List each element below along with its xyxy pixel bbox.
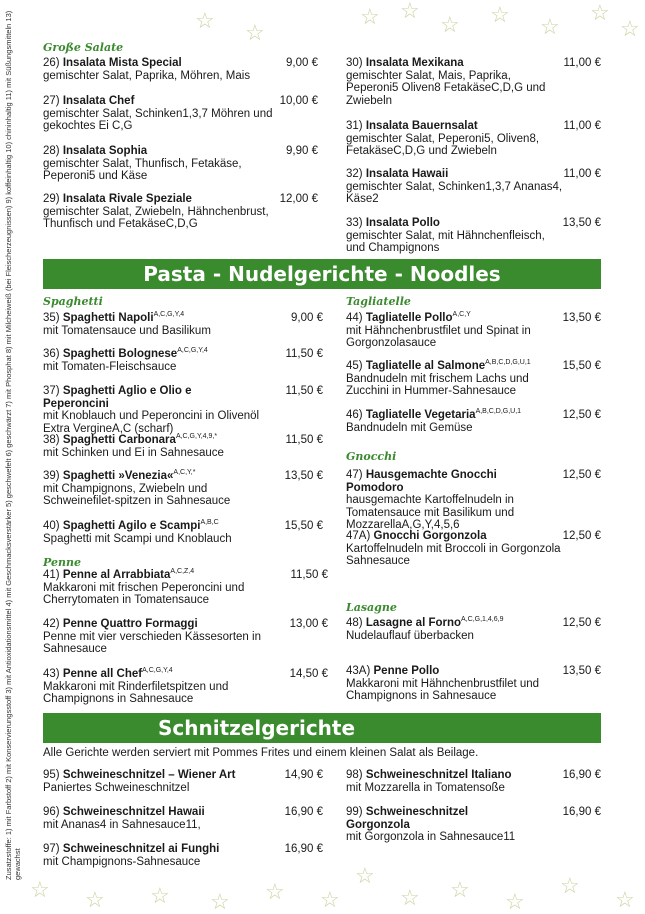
item-name: Spaghetti Bolognese	[62, 348, 178, 360]
menu-item	[43, 470, 323, 508]
item-price: 13,50 €	[562, 217, 601, 229]
schnitzel-banner: Schnitzelgerichte	[43, 713, 601, 743]
item-description: Makkaroni mit frischen Peperoncini und Cherrytomaten in Tomatensauce	[43, 581, 245, 606]
menu-item	[43, 193, 318, 231]
item-price: 16,90 €	[562, 769, 601, 781]
item-description: Makkaroni mit Rinderfiletspitzen und Champignons in Sahnesauce	[43, 680, 229, 705]
item-price: 12,00 €	[279, 193, 318, 205]
pasta-banner: Pasta - Nudelgerichte - Noodles	[43, 259, 601, 289]
item-name: Insalata Mexikana	[365, 57, 464, 69]
item-name: Insalata Rivale Speziale	[62, 193, 192, 205]
allergen-codes: A,C,G,Y,4	[142, 667, 173, 675]
item-price: 9,00 €	[286, 57, 318, 69]
item-description: Bandnudeln mit frischem Lachs und Zucchini in Hummer-Sahnesauce	[346, 372, 529, 397]
item-name: Schweineschnitzel Hawaii	[62, 806, 205, 818]
item-name: Insalata Chef	[62, 95, 135, 107]
item-number: 26)	[43, 57, 63, 69]
item-number: 95)	[43, 769, 63, 781]
menu-item	[346, 409, 601, 434]
item-description: mit Ananas4 in Sahnesauce11,	[43, 818, 201, 831]
menu-item	[346, 769, 601, 794]
item-price: 14,50 €	[289, 668, 328, 680]
menu-item	[346, 530, 601, 568]
item-description: gemischter Salat, Zwiebeln, Hähnchenbrust, Thunfisch und FetakäseC,D,G	[43, 205, 269, 230]
allergen-codes: A,C,G,Y,4	[177, 347, 208, 355]
item-number: 38)	[43, 434, 63, 446]
item-number: 45)	[346, 360, 366, 372]
item-description: mit Mozzarella in Tomatensoße	[346, 781, 505, 794]
menu-item	[346, 312, 601, 350]
menu-item	[346, 665, 601, 703]
item-description: mit Hähnchenbrustfilet und Spinat in Gorgonzolasauce	[346, 324, 531, 349]
item-description: mit Schinken und Ei in Sahnesauce	[43, 446, 224, 459]
item-number: 37)	[43, 385, 63, 397]
item-name: Spaghetti Agilo e Scampi	[62, 520, 201, 532]
item-name: Penne Pollo	[373, 665, 440, 677]
item-description: Paniertes Schweineschnitzel	[43, 781, 190, 794]
item-price: 16,90 €	[562, 806, 601, 818]
allergen-codes: A,C,G,Y,4,9,*	[175, 433, 218, 441]
item-description: mit Champignons, Zwiebeln und Schweinefilet-spitzen in Sahnesauce	[43, 482, 231, 507]
item-price: 13,50 €	[284, 470, 323, 482]
item-description: gemischter Salat, Schinken1,3,7 Möhren und gekochtes Ei C,G	[43, 107, 273, 132]
menu-item	[43, 312, 323, 337]
item-name: Schweineschnitzel Gorgonzola	[346, 806, 469, 831]
menu-item	[43, 843, 323, 868]
item-description: gemischter Salat, mit Hähnchenfleisch, und Champignons	[346, 229, 545, 254]
section-label-gnocchi: Gnocchi	[346, 450, 397, 463]
item-description: Nudelauflauf überbacken	[346, 629, 474, 642]
menu-item	[43, 385, 323, 435]
item-name: Tagliatelle Pollo	[365, 312, 453, 324]
item-price: 13,50 €	[562, 312, 601, 324]
item-number: 46)	[346, 409, 366, 421]
item-price: 9,00 €	[291, 312, 323, 324]
menu-item	[346, 57, 601, 107]
item-number: 36)	[43, 348, 63, 360]
item-price: 10,00 €	[279, 95, 318, 107]
item-price: 11,00 €	[563, 120, 601, 132]
menu-item	[43, 145, 318, 183]
item-description: mit Tomatensauce und Basilikum	[43, 324, 211, 337]
item-price: 13,50 €	[562, 665, 601, 677]
menu-item	[43, 668, 328, 706]
item-number: 29)	[43, 193, 63, 205]
menu-item	[43, 95, 318, 133]
item-number: 97)	[43, 843, 63, 855]
schnitzel-note: Alle Gerichte werden serviert mit Pommes Frites und einem kleinen Salat als Beilage.	[43, 747, 479, 759]
item-price: 11,00 €	[563, 57, 601, 69]
item-name: Penne all Chef	[62, 668, 143, 680]
allergen-codes: A,C,G,Y,4	[153, 311, 185, 319]
item-number: 33)	[346, 217, 366, 229]
item-description: gemischter Salat, Paprika, Möhren, Mais	[43, 69, 251, 82]
item-name: Spaghetti Napoli	[62, 312, 154, 324]
item-number: 40)	[43, 520, 63, 532]
menu-item	[43, 520, 323, 545]
item-name: Insalata Pollo	[365, 217, 440, 229]
item-name: Penne al Arrabbiata	[62, 569, 171, 581]
section-label-salads: Große Salate	[43, 41, 124, 54]
section-label-spaghetti: Spaghetti	[43, 295, 103, 308]
item-price: 11,00 €	[563, 168, 601, 180]
item-name: Hausgemachte Gnocchi Pomodoro	[346, 469, 497, 494]
item-price: 16,90 €	[284, 806, 323, 818]
item-price: 12,50 €	[562, 530, 601, 542]
menu-item	[43, 434, 323, 459]
item-price: 15,50 €	[284, 520, 323, 532]
item-price: 13,00 €	[289, 618, 328, 630]
item-number: 41)	[43, 569, 63, 581]
allergen-codes: A,B,C,D,G,U,1	[485, 359, 531, 367]
menu-item	[346, 360, 601, 398]
section-label-penne: Penne	[43, 556, 81, 569]
item-name: Insalata Hawaii	[365, 168, 449, 180]
item-description: Penne mit vier verschieden Kässesorten in Sahnesauce	[43, 630, 261, 655]
item-name: Lasagne al Forno	[365, 617, 462, 629]
menu-item	[43, 348, 323, 373]
top-star-border: ☆ ☆ ☆ ☆ ☆ ☆ ☆ ☆ ☆	[195, 0, 640, 45]
item-description: mit Knoblauch und Peperoncini in Olivenöl Extra VergineA,C (scharf)	[43, 410, 260, 435]
item-name: Schweineschnitzel Italiano	[365, 769, 512, 781]
item-name: Spaghetti Aglio e Olio e Peperoncini	[43, 385, 192, 410]
allergen-codes: A,C,Z,4	[170, 568, 195, 576]
allergen-codes: A,C,Y,*	[173, 469, 196, 477]
item-name: Insalata Sophia	[62, 145, 148, 157]
item-number: 98)	[346, 769, 366, 781]
allergen-codes: A,B,C,D,G,U,1	[475, 408, 522, 416]
item-name: Tagliatelle al Salmone	[365, 360, 486, 372]
item-price: 9,90 €	[286, 145, 318, 157]
item-name: Spaghetti Carbonara	[62, 434, 176, 446]
item-description: Makkaroni mit Hähnchenbrustfilet und Champignons in Sahnesauce	[346, 677, 540, 702]
item-description: gemischter Salat, Thunfisch, Fetakäse, Peperoni5 und Käse	[43, 157, 242, 182]
item-price: 11,50 €	[290, 569, 328, 581]
item-number: 30)	[346, 57, 366, 69]
item-number: 39)	[43, 470, 63, 482]
item-price: 11,50 €	[285, 348, 323, 360]
menu-item	[43, 806, 323, 831]
menu-item	[346, 168, 601, 206]
item-number: 44)	[346, 312, 366, 324]
item-description: gemischter Salat, Peperoni5, Oliven8, FetakäseC,D,G und Zwiebeln	[346, 132, 540, 157]
item-name: Gnocchi Gorgonzola	[373, 530, 487, 542]
menu-item	[43, 57, 318, 82]
item-number: 35)	[43, 312, 63, 324]
item-price: 12,50 €	[562, 409, 601, 421]
item-number: 43A)	[346, 665, 374, 677]
menu-item	[346, 617, 601, 642]
allergen-codes: A,B,C	[200, 519, 219, 527]
item-price: 11,50 €	[285, 385, 323, 397]
item-description: Bandnudeln mit Gemüse	[346, 421, 473, 434]
item-description: mit Champignons-Sahnesauce	[43, 855, 201, 868]
item-description: Kartoffelnudeln mit Broccoli in Gorgonzola Sahnesauce	[346, 542, 561, 567]
item-number: 43)	[43, 668, 63, 680]
additives-legend: Zusatzstoffe: 1) mit Farbstoff 2) mit Konservierungsstoff 3) mit Antioxidationsmittel 4) mit Geschmacksverstärker 5) geschwefelt 6) geschwärzt 7) mit Phosphat 8) mit Milcheiweiß (bei Fleischerzeugnissen) 9) koffeinhaltig 10) chininhaltig 11) mit Süßungsmitteln 13) gewachst	[4, 10, 22, 880]
menu-item	[43, 769, 323, 794]
item-price: 12,50 €	[562, 617, 601, 629]
item-price: 12,50 €	[562, 469, 601, 481]
item-description: gemischter Salat, Schinken1,3,7 Ananas4, Käse2	[346, 180, 563, 205]
item-name: Spaghetti »Venezia«	[62, 470, 174, 482]
item-number: 31)	[346, 120, 366, 132]
item-number: 27)	[43, 95, 63, 107]
item-number: 48)	[346, 617, 366, 629]
section-label-lasagne: Lasagne	[346, 601, 397, 614]
item-price: 15,50 €	[562, 360, 601, 372]
item-description: hausgemachte Kartoffelnudeln in Tomatensauce mit Basilikum und MozzarellaA,G,Y,4,5,6	[346, 494, 515, 531]
item-description: mit Gorgonzola in Sahnesauce11	[346, 831, 516, 843]
item-number: 32)	[346, 168, 366, 180]
menu-item	[43, 569, 328, 607]
section-label-tagliatelle: Tagliatelle	[346, 295, 411, 308]
item-number: 42)	[43, 618, 63, 630]
item-number: 96)	[43, 806, 63, 818]
menu-item	[43, 618, 328, 656]
menu-item	[346, 806, 601, 844]
item-price: 14,90 €	[284, 769, 323, 781]
item-name: Insalata Bauernsalat	[365, 120, 478, 132]
item-description: Spaghetti mit Scampi und Knoblauch	[43, 532, 232, 545]
item-number: 28)	[43, 145, 63, 157]
item-name: Schweineschnitzel ai Funghi	[62, 843, 220, 855]
allergen-codes: A,C,Y	[452, 311, 471, 319]
menu-item	[346, 469, 601, 532]
item-description: mit Tomaten-Fleischsauce	[43, 360, 177, 373]
item-name: Insalata Mista Special	[62, 57, 182, 69]
item-description: gemischter Salat, Mais, Paprika, Peperoni5 Oliven8 FetakäseC,D,G und Zwiebeln	[346, 69, 546, 107]
allergen-codes: A,C,G,1,4,6,9	[461, 616, 504, 624]
bottom-star-border: ☆ ☆ ☆ ☆ ☆ ☆ ☆ ☆ ☆ ☆ ☆ ☆	[30, 863, 635, 914]
item-number: 47)	[346, 469, 366, 481]
item-price: 16,90 €	[284, 843, 323, 855]
item-number: 47A)	[346, 530, 374, 542]
item-name: Schweineschnitzel – Wiener Art	[62, 769, 236, 781]
menu-item	[346, 217, 601, 255]
item-number: 99)	[346, 806, 366, 818]
item-price: 11,50 €	[285, 434, 323, 446]
item-name: Penne Quattro Formaggi	[62, 618, 198, 630]
menu-item	[346, 120, 601, 158]
item-name: Tagliatelle Vegetaria	[365, 409, 476, 421]
